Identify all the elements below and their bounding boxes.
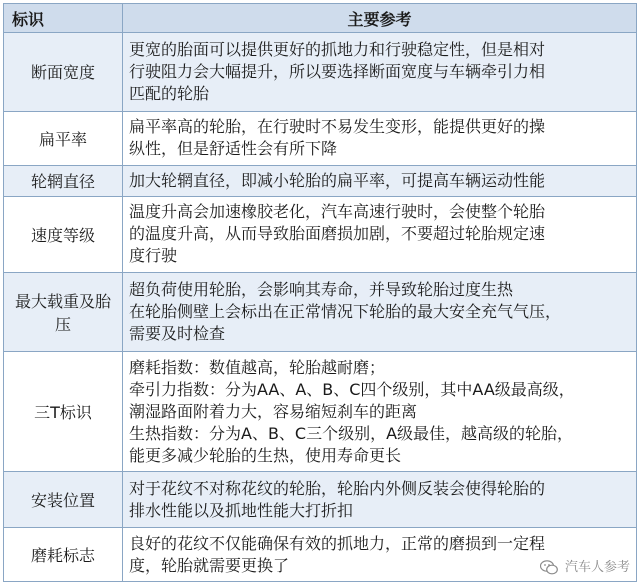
content-line: 潮湿路面附着力大，容易缩短刹车的距离 [129, 401, 418, 421]
tire-reference-table [3, 3, 637, 582]
content-line: 良好的花纹不仅能确保有效的抓地力，正常的磨损到一定程 [129, 533, 546, 553]
header-reference-column: 主要参考 [123, 4, 637, 33]
content-line: 行驶阻力会大幅提升，所以要选择断面宽度与车辆牵引力相 [129, 61, 546, 81]
content-line: 对于花纹不对称花纹的轮胎，轮胎内外侧反装会使得轮胎的 [129, 478, 546, 498]
row-content [123, 196, 637, 273]
row-label: 安装位置 [4, 472, 123, 528]
content-line: 更宽的胎面可以提供更好的抓地力和行驶稳定性，但是相对 [129, 39, 546, 59]
table-row [4, 196, 637, 273]
content-line: 度行驶 [129, 246, 178, 266]
table-row [4, 33, 637, 112]
row-label: 最大载重及胎压 [4, 273, 123, 352]
content-line: 扁平率高的轮胎，在行驶时不易发生变形，能提供更好的操 [129, 117, 546, 137]
content-line: 需要及时检查 [129, 324, 226, 344]
content-line: 在轮胎侧壁上会标出在正常情况下轮胎的最大安全充气气压， [129, 302, 562, 322]
wechat-icon [540, 560, 558, 575]
table-row [4, 352, 637, 472]
table-row [4, 165, 637, 196]
content-line: 的温度升高，从而导致胎面磨损加剧，不要超过轮胎规定速 [129, 224, 546, 244]
row-label: 扁平率 [4, 111, 123, 165]
watermark [540, 556, 630, 575]
row-label: 轮辋直径 [4, 165, 123, 196]
row-content [123, 273, 637, 352]
row-label: 断面宽度 [4, 33, 123, 112]
row-content [123, 111, 637, 165]
content-line: 匹配的轮胎 [129, 83, 210, 103]
row-label: 三T标识 [4, 352, 123, 472]
table-row [4, 273, 637, 352]
row-content [123, 33, 637, 112]
row-label: 速度等级 [4, 196, 123, 273]
content-line: 纵性，但是舒适性会有所下降 [129, 139, 338, 159]
row-content [123, 472, 637, 528]
row-label: 磨耗标志 [4, 528, 123, 582]
content-line: 生热指数：分为A、B、C三个级别，A级最佳，越高级的轮胎， [129, 423, 574, 443]
table-header-row [4, 4, 637, 33]
content-line: 度，轮胎就需要更换了 [129, 555, 290, 575]
table-row [4, 472, 637, 528]
content-line: 加大轮辋直径，即减小轮胎的扁平率，可提高车辆运动性能 [129, 170, 546, 190]
row-content [123, 165, 637, 196]
content-line: 排水性能以及抓地性能大打折扣 [129, 500, 354, 520]
header-label-column: 标识 [4, 4, 123, 33]
content-line: 超负荷使用轮胎，会影响其寿命，并导致轮胎过度生热 [129, 280, 514, 300]
content-line: 磨耗指数：数值越高，轮胎越耐磨； [129, 357, 386, 377]
watermark-text: 汽车人参考 [564, 560, 630, 575]
content-line: 牵引力指数：分为AA、A、B、C四个级别，其中AA级最高级， [129, 379, 575, 399]
content-line: 能更多减少轮胎的生热，使用寿命更长 [129, 445, 402, 465]
row-content [123, 352, 637, 472]
table-row [4, 111, 637, 165]
content-line: 温度升高会加速橡胶老化，汽车高速行驶时，会使整个轮胎 [129, 202, 546, 222]
